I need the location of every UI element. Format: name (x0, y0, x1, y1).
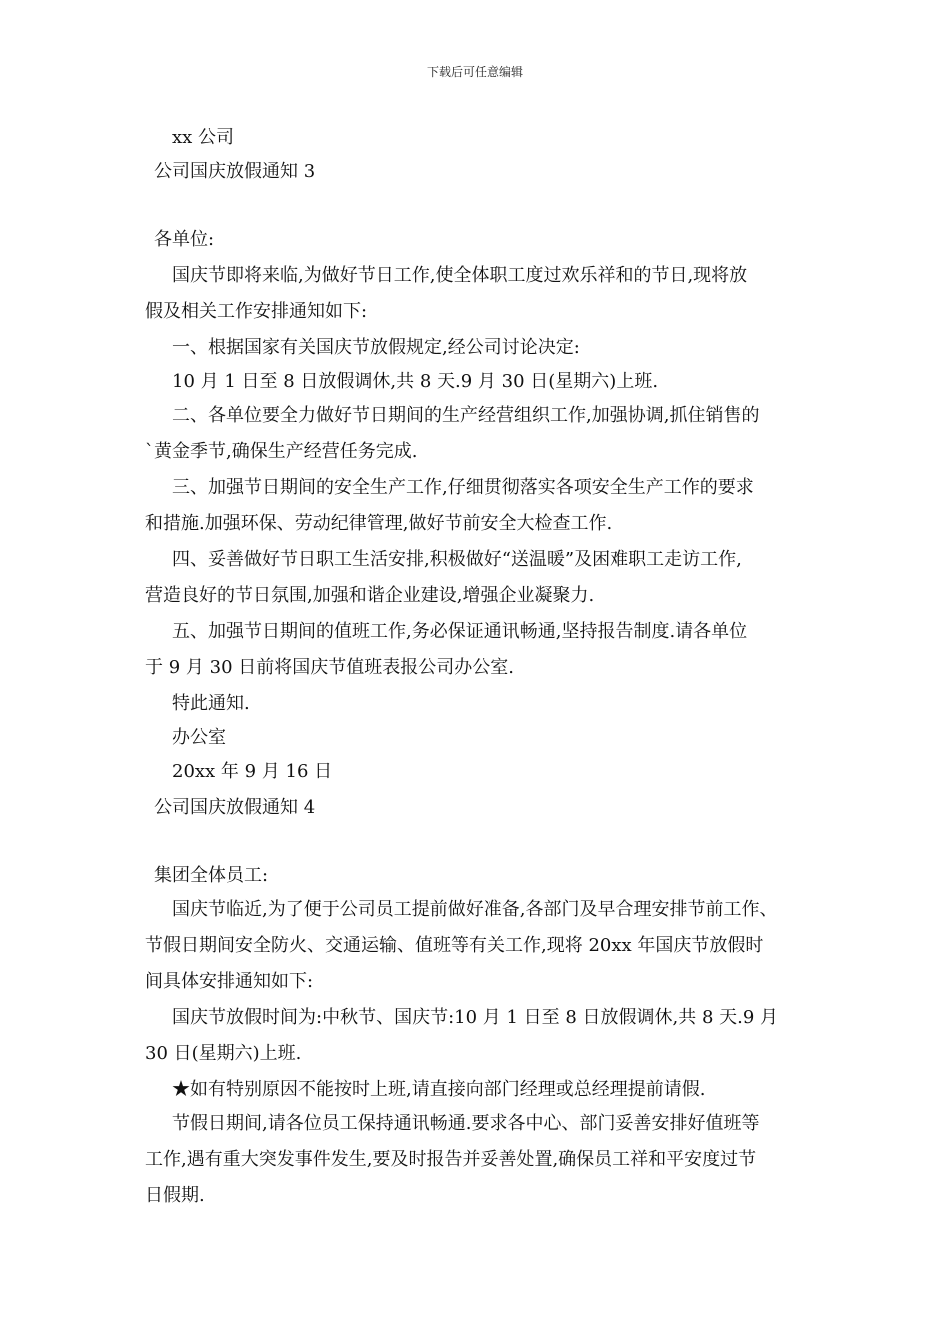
notice-4-title: 公司国庆放假通知 4 (154, 797, 316, 818)
notice-4-paragraph-line: 日假期. (145, 1185, 205, 1206)
notice-3-item-4: 四、妥善做好节日职工生活安排,积极做好“送温暖”及困难职工走访工作, (172, 549, 742, 570)
notice-3-signature: 办公室 (172, 727, 226, 748)
notice-3-item-5-cont: 于 9 月 30 日前将国庆节值班表报公司办公室. (145, 657, 514, 678)
notice-3-date: 20xx 年 9 月 16 日 (172, 761, 333, 782)
notice-3-item-2: 二、各单位要全力做好节日期间的生产经营组织工作,加强协调,抓住销售的 (172, 405, 760, 426)
notice-3-item-2-cont: `黄金季节,确保生产经营任务完成. (145, 441, 418, 462)
notice-3-paragraph-line: 假及相关工作安排通知如下: (145, 301, 368, 322)
notice-3-title: 公司国庆放假通知 3 (154, 161, 316, 182)
company-name-line: xx 公司 (172, 127, 235, 148)
notice-4-starred-note: ★如有特别原因不能按时上班,请直接向部门经理或总经理提前请假. (172, 1079, 706, 1100)
notice-3-item-4-cont: 营造良好的节日氛围,加强和谐企业建设,增强企业凝聚力. (145, 585, 595, 606)
notice-4-paragraph-line: 节假日期间,请各位员工保持通讯畅通.要求各中心、部门妥善安排好值班等 (172, 1113, 760, 1134)
notice-4-salutation: 集团全体员工: (154, 865, 269, 886)
notice-4-paragraph-line: 国庆节临近,为了便于公司员工提前做好准备,各部门及早合理安排节前工作、 (172, 899, 778, 920)
notice-3-item-1-detail: 10 月 1 日至 8 日放假调休,共 8 天.9 月 30 日(星期六)上班. (172, 371, 659, 392)
notice-4-schedule-line: 国庆节放假时间为:中秋节、国庆节:10 月 1 日至 8 日放假调休,共 8 天.9 月 (172, 1007, 779, 1028)
notice-4-paragraph-line: 节假日期间安全防火、交通运输、值班等有关工作,现将 20xx 年国庆节放假时 (145, 935, 764, 956)
notice-3-paragraph-line: 国庆节即将来临,为做好节日工作,使全体职工度过欢乐祥和的节日,现将放 (172, 265, 748, 286)
notice-4-paragraph-line: 间具体安排通知如下: (145, 971, 314, 992)
notice-3-closing: 特此通知. (172, 693, 250, 714)
notice-3-item-1: 一、根据国家有关国庆节放假规定,经公司讨论决定: (172, 337, 580, 358)
notice-3-salutation: 各单位: (154, 229, 215, 250)
notice-4-schedule-cont: 30 日(星期六)上班. (145, 1043, 302, 1064)
notice-3-item-3: 三、加强节日期间的安全生产工作,仔细贯彻落实各项安全生产工作的要求 (172, 477, 754, 498)
notice-4-paragraph-line: 工作,遇有重大突发事件发生,要及时报告并妥善处置,确保员工祥和平安度过节 (145, 1149, 757, 1170)
notice-3-item-3-cont: 和措施.加强环保、劳动纪律管理,做好节前安全大检查工作. (145, 513, 613, 534)
notice-3-item-5: 五、加强节日期间的值班工作,务必保证通讯畅通,坚持报告制度.请各单位 (172, 621, 748, 642)
page-header: 下载后可任意编辑 (426, 65, 523, 79)
